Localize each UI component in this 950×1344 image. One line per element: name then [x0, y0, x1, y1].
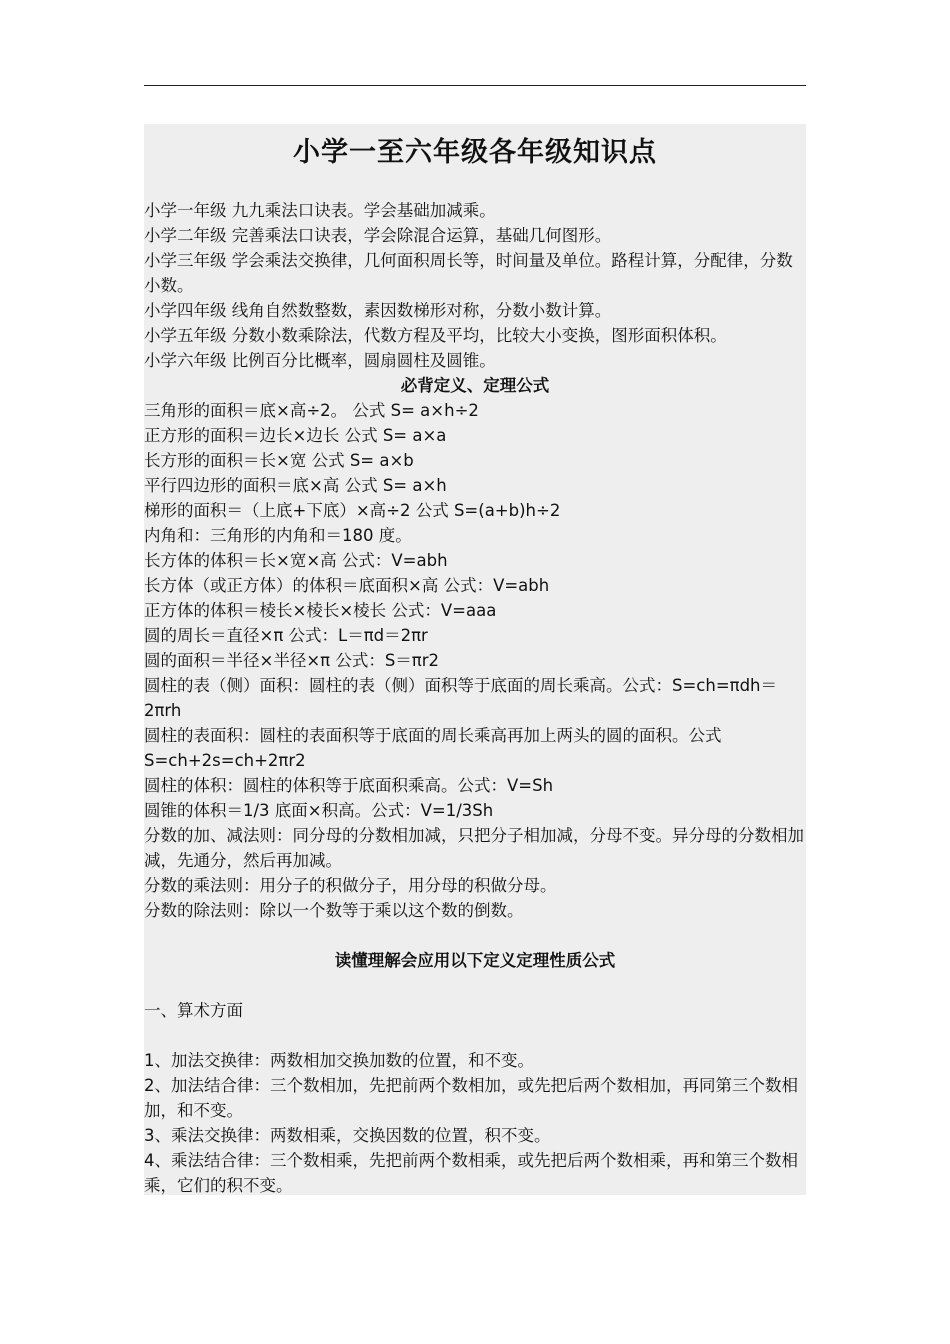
subsection-heading: 一、算术方面: [144, 1001, 243, 1020]
formula-line: 长方体（或正方体）的体积＝底面积×高 公式：V=abh: [144, 576, 550, 595]
formula-line: 长方形的面积＝长×宽 公式 S= a×b: [144, 451, 414, 470]
formula-line: 正方形的面积＝边长×边长 公式 S= a×a: [144, 426, 447, 445]
law-line: 2、加法结合律：三个数相加，先把前两个数相加，或先把后两个数相加，再同第三个数相加，和不变。: [144, 1076, 798, 1120]
formula-line: 三角形的面积＝底×高÷2。 公式 S= a×h÷2: [144, 401, 479, 420]
formula-line: 分数的除法则：除以一个数等于乘以这个数的倒数。: [144, 901, 524, 920]
section-heading: 读懂理解会应用以下定义定理性质公式: [334, 951, 616, 970]
spacer: [144, 1023, 806, 1048]
law-line: 3、乘法交换律：两数相乘，交换因数的位置，积不变。: [144, 1126, 551, 1145]
formula-line: 圆柱的表（侧）面积：圆柱的表（侧）面积等于底面的周长乘高。公式：S=ch=πdh＝2πrh: [144, 676, 778, 720]
formula-line: 圆柱的表面积：圆柱的表面积等于底面的周长乘高再加上两头的圆的面积。公式 S=ch+2s=ch+2πr2: [144, 726, 722, 770]
grade-line: 小学四年级 线角自然数整数，素因数梯形对称，分数小数计算。: [144, 301, 612, 320]
formula-line: 圆的面积＝半径×半径×π 公式：S＝πr2: [144, 651, 440, 670]
spacer: [144, 923, 806, 948]
grade-line: 小学一年级 九九乘法口诀表。学会基础加减乘。: [144, 201, 496, 220]
formula-line: 梯形的面积＝（上底+下底）×高÷2 公式 S=(a+b)h÷2: [144, 501, 561, 520]
spacer: [144, 973, 806, 998]
formula-line: 圆锥的体积＝1/3 底面×积高。公式：V=1/3Sh: [144, 801, 494, 820]
header-rule: [144, 85, 806, 86]
grade-line: 小学三年级 学会乘法交换律，几何面积周长等，时间量及单位。路程计算，分配律，分数小数。: [144, 251, 793, 295]
grade-line: 小学二年级 完善乘法口诀表，学会除混合运算，基础几何图形。: [144, 226, 612, 245]
law-line: 1、加法交换律：两数相加交换加数的位置，和不变。: [144, 1051, 534, 1070]
formula-line: 正方体的体积＝棱长×棱长×棱长 公式：V=aaa: [144, 601, 497, 620]
formula-line: 分数的乘法则：用分子的积做分子，用分母的积做分母。: [144, 876, 557, 895]
formula-line: 平行四边形的面积＝底×高 公式 S= a×h: [144, 476, 447, 495]
grade-line: 小学五年级 分数小数乘除法，代数方程及平均，比较大小变换，图形面积体积。: [144, 326, 727, 345]
formula-line: 圆的周长＝直径×π 公式：L＝πd＝2πr: [144, 626, 428, 645]
page-title: 小学一至六年级各年级知识点: [293, 137, 657, 168]
content-panel: [144, 124, 806, 1195]
section-heading: 必背定义、定理公式: [400, 376, 550, 395]
formula-line: 内角和：三角形的内角和＝180 度。: [144, 526, 412, 545]
formula-line: 长方体的体积＝长×宽×高 公式：V=abh: [144, 551, 448, 570]
document-body: [144, 198, 806, 1198]
grade-line: 小学六年级 比例百分比概率，圆扇圆柱及圆锥。: [144, 351, 496, 370]
formula-line: 分数的加、减法则：同分母的分数相加减，只把分子相加减，分母不变。异分母的分数相加减，先通分，然后再加减。: [144, 826, 804, 870]
law-line: 4、乘法结合律：三个数相乘，先把前两个数相乘，或先把后两个数相乘，再和第三个数相乘，它们的积不变。: [144, 1151, 798, 1195]
formula-line: 圆柱的体积：圆柱的体积等于底面积乘高。公式：V=Sh: [144, 776, 554, 795]
